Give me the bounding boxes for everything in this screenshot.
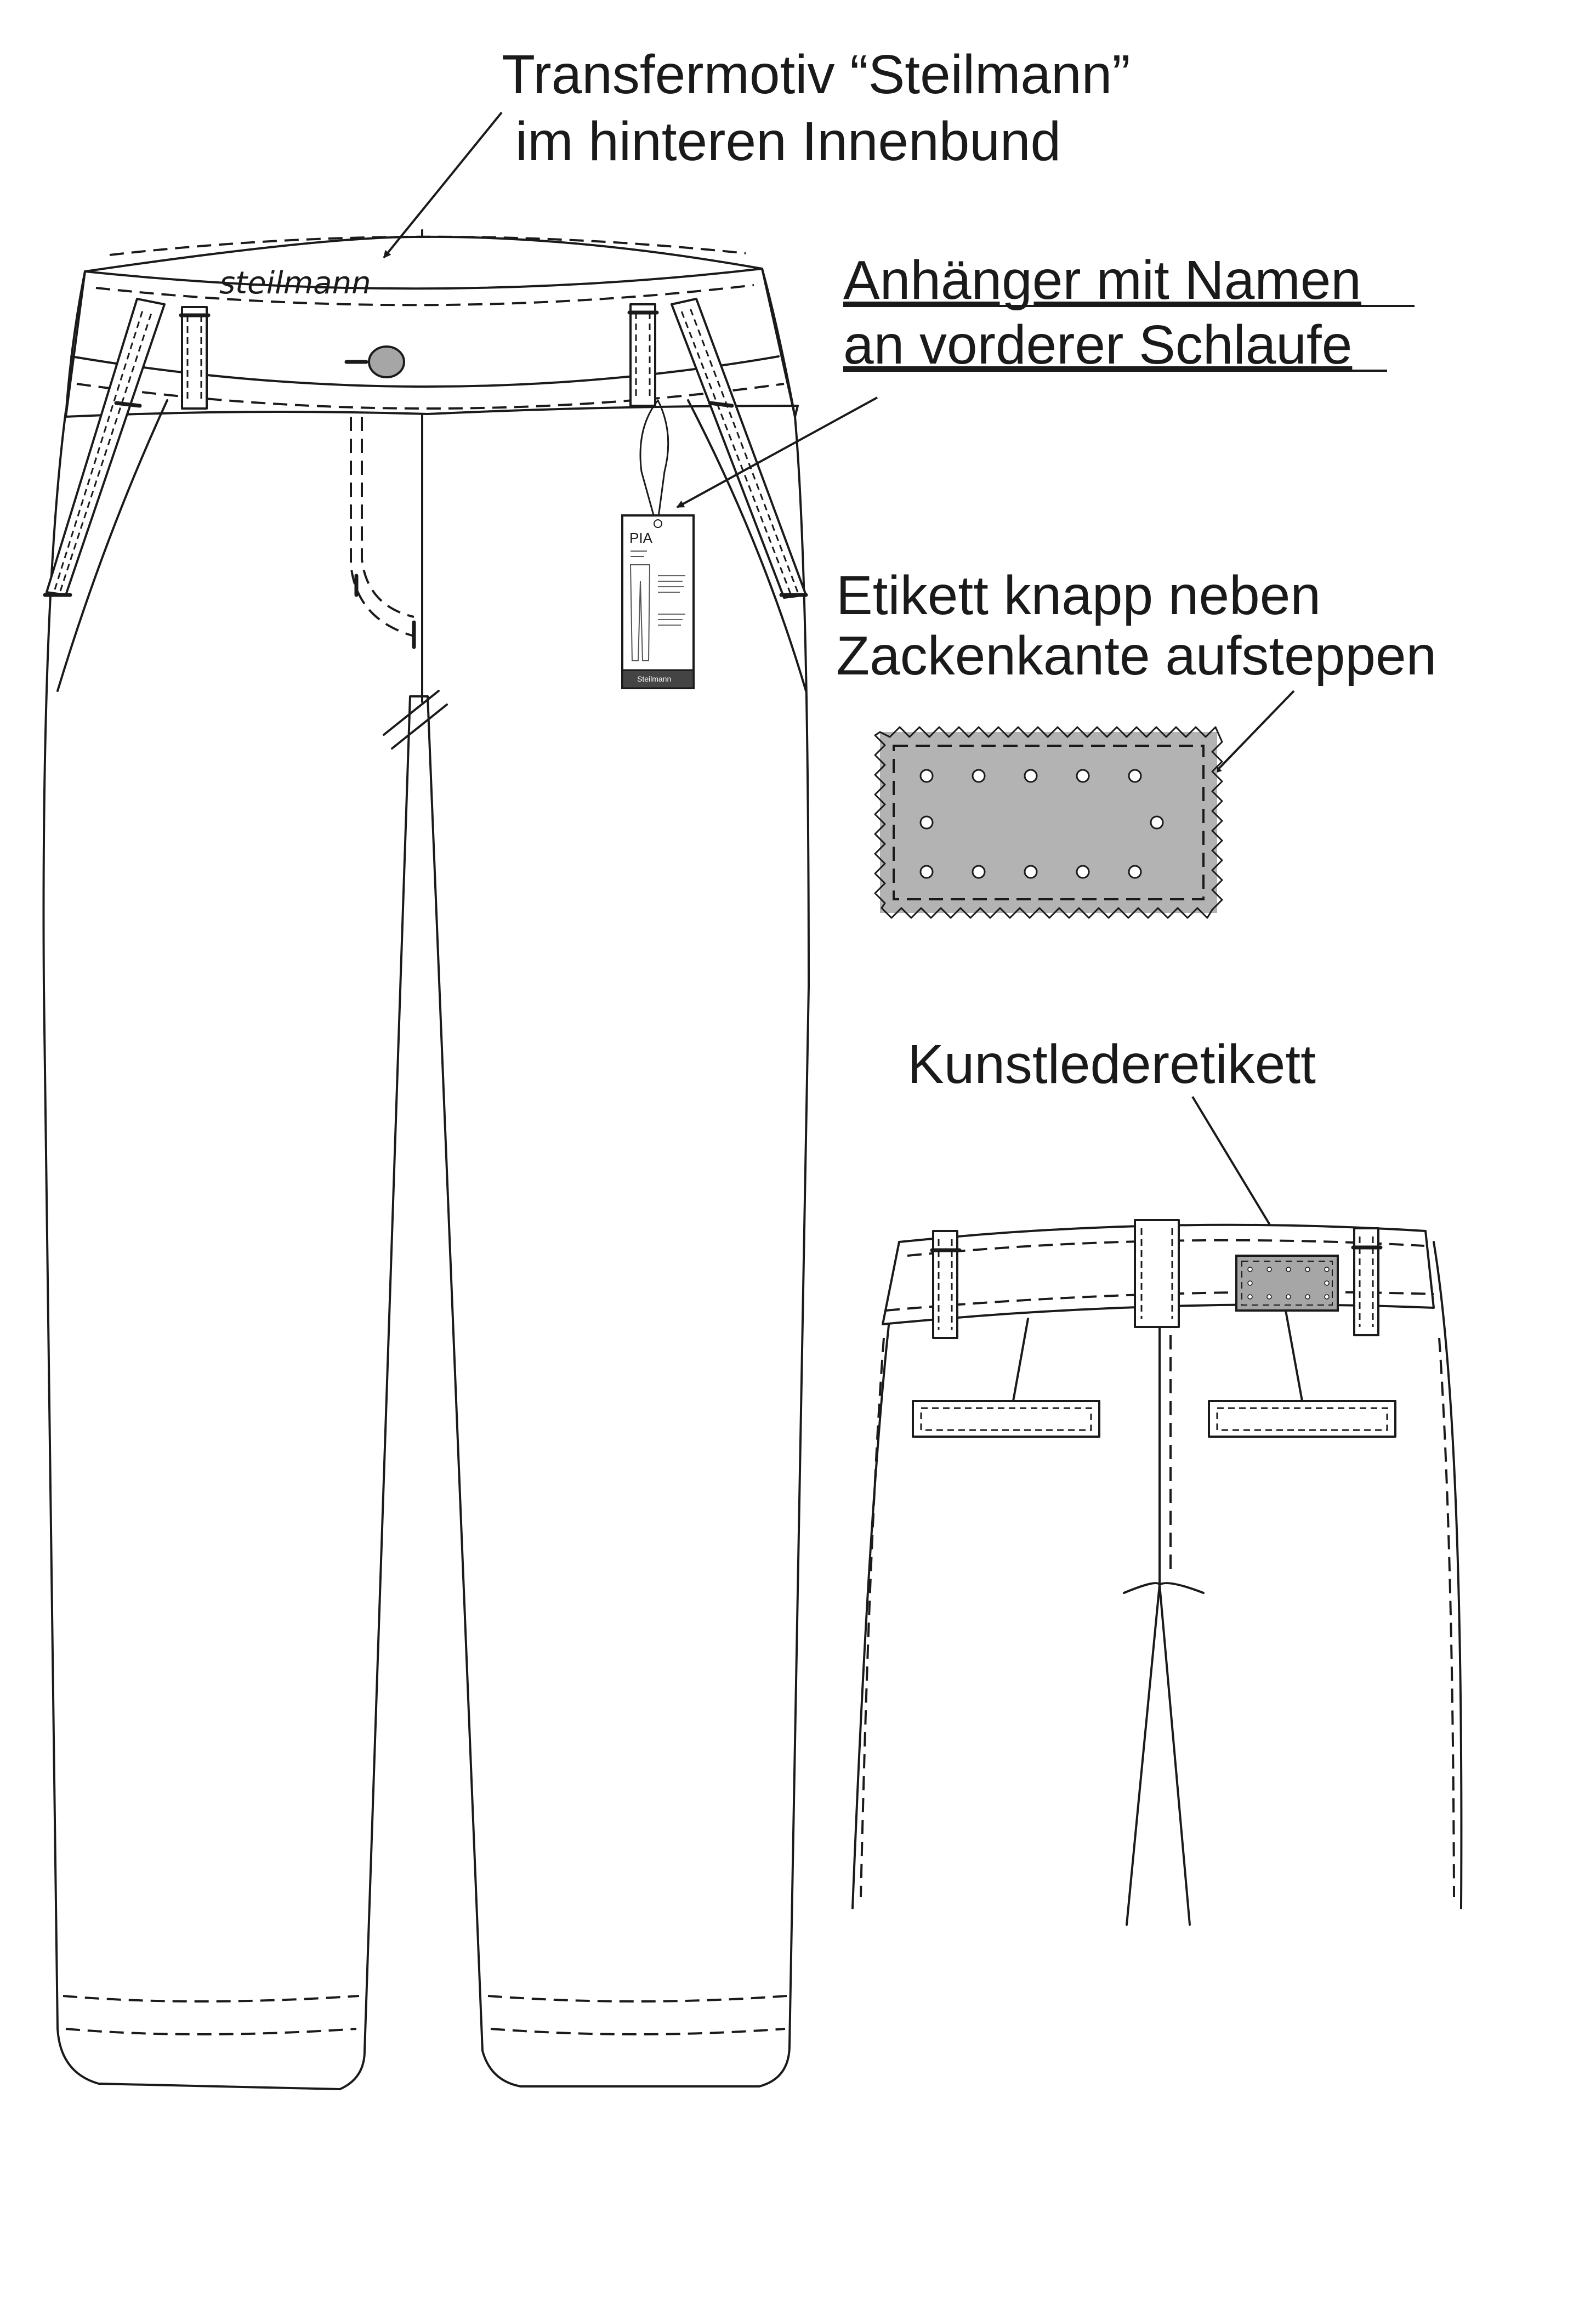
label-note-line1: Etikett knapp neben bbox=[836, 565, 1321, 626]
rivet-dot bbox=[921, 866, 933, 878]
mini-rivet-dot bbox=[1305, 1267, 1310, 1272]
fly-stitching-inner bbox=[362, 417, 414, 617]
front-right-hem-stitch bbox=[488, 1996, 787, 2001]
front-belt-loop-left bbox=[181, 307, 208, 409]
hang-tag-arrow bbox=[677, 398, 877, 507]
front-right-pocket-bartack-2 bbox=[710, 403, 732, 406]
rivet-dot bbox=[1025, 770, 1037, 782]
hang-tag-string bbox=[640, 400, 668, 521]
mini-rivet-dot bbox=[1286, 1295, 1291, 1299]
mini-rivet-dot bbox=[1267, 1267, 1271, 1272]
rivet-dot bbox=[973, 770, 985, 782]
front-right-hem-stitch-2 bbox=[491, 2029, 785, 2034]
rivet-dot bbox=[1129, 770, 1141, 782]
leather-label-note: Kunstlederetikett bbox=[907, 1034, 1316, 1095]
label-note-line2: Zackenkante aufsteppen bbox=[836, 625, 1437, 687]
hang-tag-note-line2: an vorderer Schlaufe bbox=[843, 314, 1353, 376]
front-belt-loop-right bbox=[629, 304, 657, 406]
waistband-print: steilmann bbox=[219, 265, 371, 301]
hang-tag-brand: Steilmann bbox=[637, 674, 672, 683]
mini-rivet-dot bbox=[1325, 1281, 1329, 1285]
rivet-dot bbox=[1129, 866, 1141, 878]
transfer-motif-line2: im hinteren Innenbund bbox=[515, 111, 1061, 172]
mini-rivet-dot bbox=[1248, 1281, 1252, 1285]
mini-rivet-dot bbox=[1248, 1267, 1252, 1272]
mini-rivet-dot bbox=[1248, 1295, 1252, 1299]
back-view-trousers bbox=[853, 1220, 1461, 1925]
fly-stitching bbox=[351, 417, 414, 636]
front-left-pocket-bartack-2 bbox=[116, 403, 140, 406]
back-crotch-right bbox=[1160, 1583, 1203, 1925]
rivet-dot bbox=[973, 866, 985, 878]
hang-tag bbox=[622, 400, 694, 688]
zigzag-label-detail bbox=[875, 727, 1222, 918]
front-left-hem-stitch-2 bbox=[66, 2029, 356, 2034]
mini-rivet-dot bbox=[1305, 1295, 1310, 1299]
back-trousers-outline bbox=[853, 1242, 1461, 1908]
rivet-dot bbox=[1151, 816, 1163, 829]
transfer-motif-line1: Transfermotiv “Steilmann” bbox=[502, 44, 1131, 105]
hang-tag-note-line1: Anhänger mit Namen bbox=[843, 249, 1361, 311]
back-crotch-left bbox=[1124, 1583, 1160, 1925]
front-fly-break-mark bbox=[384, 691, 447, 748]
rivet-dot bbox=[1077, 866, 1089, 878]
rivet-dot bbox=[921, 816, 933, 829]
waist-button bbox=[369, 347, 404, 377]
rivet-dot bbox=[1077, 770, 1089, 782]
rivet-dot bbox=[921, 770, 933, 782]
front-view-trousers bbox=[44, 230, 809, 2089]
mini-rivet-dot bbox=[1325, 1267, 1329, 1272]
hang-tag-name: PIA bbox=[629, 530, 652, 546]
front-left-hem-stitch bbox=[63, 1996, 359, 2001]
back-belt-loop-left bbox=[932, 1231, 959, 1338]
mini-rivet-dot bbox=[1286, 1267, 1291, 1272]
rivet-dot bbox=[1025, 866, 1037, 878]
back-belt-loop-center bbox=[1135, 1220, 1179, 1327]
label-note-arrow bbox=[1214, 691, 1294, 773]
back-belt-loop-right bbox=[1353, 1228, 1381, 1335]
leather-label-arrow bbox=[1192, 1097, 1280, 1242]
mini-rivet-dot bbox=[1267, 1295, 1271, 1299]
mini-rivet-dot bbox=[1325, 1295, 1329, 1299]
